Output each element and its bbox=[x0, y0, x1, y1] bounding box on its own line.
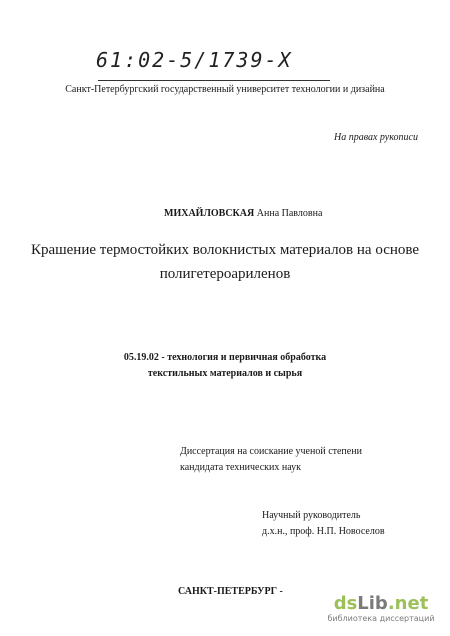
specialty-line-2: текстильных материалов и сырья bbox=[147, 368, 303, 379]
watermark-logo-lib: Lib bbox=[357, 593, 388, 614]
handwritten-underline bbox=[98, 80, 330, 81]
handwritten-registration-code: 61:02-5/1739-X bbox=[96, 48, 293, 72]
title-line-1: Крашение термостойких волокнистых материалов на основе bbox=[30, 242, 420, 258]
dslib-watermark bbox=[316, 594, 446, 624]
specialty-line-1: 05.19.02 - технология и первичная обработка bbox=[123, 352, 327, 363]
degree-line-2: кандидата технических наук bbox=[180, 462, 302, 473]
author-name bbox=[164, 208, 322, 219]
supervisor-block bbox=[262, 508, 385, 540]
supervisor-label: Научный руководитель bbox=[262, 510, 361, 521]
author-surname: МИХАЙЛОВСКАЯ bbox=[164, 208, 255, 219]
dissertation-title bbox=[0, 238, 450, 286]
watermark-subtitle: библиотека диссертаций bbox=[327, 614, 435, 623]
specialty-code bbox=[0, 350, 450, 382]
city-name: САНКТ-ПЕТЕРБУРГ - bbox=[178, 586, 283, 597]
watermark-logo-ds: ds bbox=[333, 593, 358, 614]
title-line-2: полигетероариленов bbox=[159, 266, 291, 282]
author-given-names: Анна Павловна bbox=[256, 208, 323, 219]
degree-statement bbox=[180, 444, 362, 476]
watermark-logo bbox=[316, 594, 446, 614]
degree-line-1: Диссертация на соискание ученой степени bbox=[180, 446, 362, 457]
university-name: Санкт-Петербургский государственный университет технологии и дизайна bbox=[65, 84, 385, 95]
watermark-logo-net: .net bbox=[387, 593, 429, 614]
rights-note: На правах рукописи bbox=[334, 132, 418, 143]
supervisor-name: д.х.н., проф. Н.П. Новоселов bbox=[262, 526, 385, 537]
